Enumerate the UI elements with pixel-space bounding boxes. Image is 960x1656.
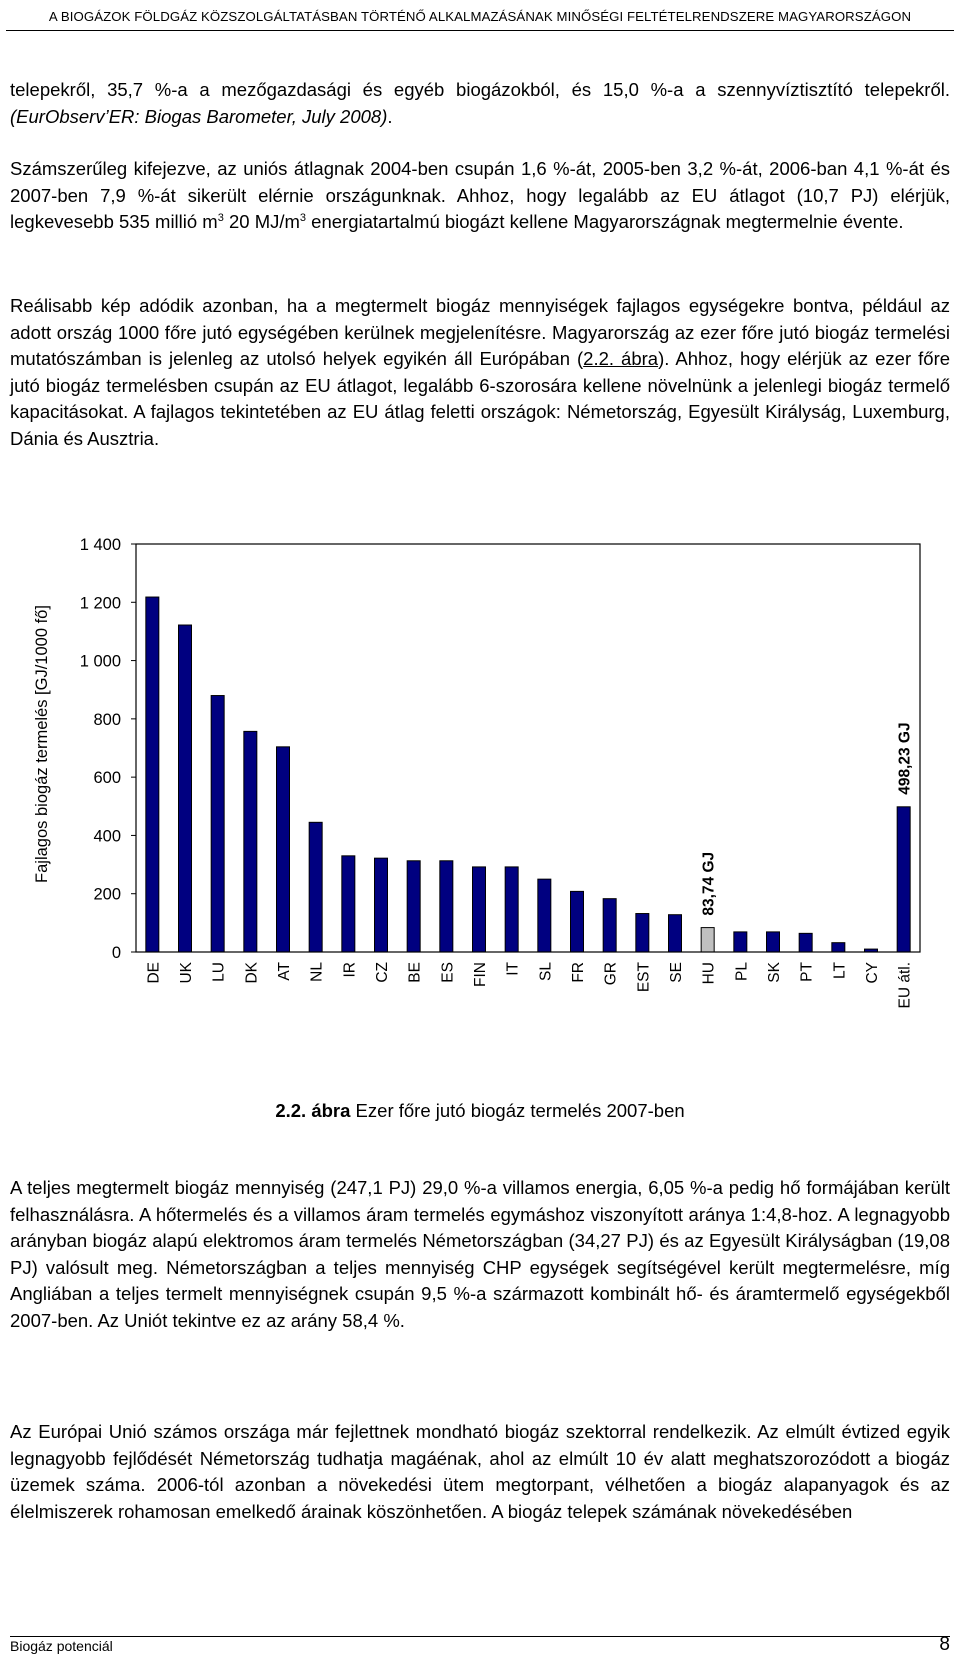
bar-se bbox=[669, 915, 682, 952]
bar-nl bbox=[309, 822, 322, 952]
x-tick-label: SK bbox=[766, 962, 783, 983]
paragraph-4 bbox=[10, 1175, 950, 1334]
footer-rule bbox=[10, 1636, 950, 1637]
bar-dk bbox=[244, 731, 257, 952]
x-tick-label: EU átl. bbox=[896, 962, 914, 1009]
y-tick-label: 0 bbox=[111, 944, 121, 962]
bar-de bbox=[146, 597, 159, 952]
running-title: A BIOGÁZOK FÖLDGÁZ KÖZSZOLGÁLTATÁSBAN TÖRTÉNŐ ALKALMAZÁSÁNAK MINŐSÉGI FELTÉTELRENDSZERE MAGYARORSZÁGON bbox=[48, 9, 912, 24]
bar-es bbox=[440, 861, 453, 952]
x-tick-label: SL bbox=[537, 962, 555, 981]
footer-title: Biogáz potenciál bbox=[10, 1638, 113, 1654]
p1-text: telepekről, 35,7 %-a a mezőgazdasági és egyéb biogázokból, és 15,0 %-a a szennyvíztisztító telepekről. bbox=[10, 79, 950, 100]
p2-sup-a: 3 bbox=[217, 211, 224, 224]
bar-lt bbox=[832, 943, 845, 952]
p2-text-b: 20 MJ/m bbox=[223, 211, 300, 232]
y-tick-label: 200 bbox=[93, 885, 121, 904]
x-tick-label: CZ bbox=[374, 962, 391, 983]
paragraph-2 bbox=[10, 156, 950, 236]
p5-text: Az Európai Unió számos országa már fejlettnek mondható biogáz szektorral rendelkezik. Az elmúlt évtized egyik legnagyobb fejlődését Németország tudhatja magáénak, ahol az elmúlt 10 év alatt meghatszorozódott a biogáz üzemek száma. 2006-tól azonban a növekedési ütem megtorpant, vélhetően a biogáz alapanyagok és az élelmiszerek rohamosan emelkedő árainak köszönhetően. A biogáz telepek számának növekedésében bbox=[10, 1421, 950, 1522]
bar-ir bbox=[342, 856, 355, 952]
p4-text: A teljes megtermelt biogáz mennyiség (247,1 PJ) 29,0 %-a villamos energia, 6,05 %-a pedig hő formájában került felhasználásra. A hőtermelés és a villamos áram termelés egymáshoz viszonyított aránya 1:4,8-hoz. A legnagyobb arányban biogáz alapú elektromos áram termelés Németországban (34,27 PJ) és az Egyesült Királyságban (19,08 PJ) valósult meg. Németországban a teljes mennyiség CHP egységek segítségével került megtermelésre, míg Angliában a teljes termelt mennyiségnek csupán 9,5 %-a származott kombinált hő- és áramtermelő egységekből 2007-ben. Az Uniót tekintve ez az arány 58,4 %. bbox=[10, 1177, 950, 1331]
bar-be bbox=[407, 861, 420, 952]
x-tick-label: CY bbox=[864, 962, 881, 984]
bar-it bbox=[505, 867, 518, 952]
x-tick-label: FIN bbox=[472, 962, 489, 987]
x-tick-label: SE bbox=[668, 962, 685, 983]
y-axis-title: Fajlagos biogáz termelés [GJ/1000 fő] bbox=[33, 605, 51, 883]
bar-est bbox=[636, 914, 649, 952]
y-tick-label: 1 200 bbox=[79, 594, 121, 613]
p2-sup-b: 3 bbox=[299, 211, 307, 224]
x-tick-label: UK bbox=[178, 962, 195, 984]
x-tick-label: NL bbox=[308, 962, 326, 982]
x-tick-label: FR bbox=[570, 962, 587, 983]
data-label: 83,74 GJ bbox=[700, 851, 718, 916]
bar-eutl bbox=[897, 807, 910, 952]
page-number: 8 bbox=[939, 1634, 950, 1655]
bar-cz bbox=[375, 858, 388, 952]
caption-text: Ezer főre jutó biogáz termelés 2007-ben bbox=[350, 1100, 685, 1121]
x-tick-label: IT bbox=[504, 962, 522, 976]
p3-text-b: ). Ahhoz, hogy elérjük az ezer főre jutó biogáz termelésben csupán az EU átlagot, legalább 6-szorosára kellene növelnünk a jelenlegi biogáz termelő kapacitásokat. A fajlagos tekintetében az EU átlag feletti országok: Németország, Egyesült Királyság, Luxemburg, Dánia és Ausztria. bbox=[10, 348, 951, 449]
paragraph-5 bbox=[10, 1419, 950, 1525]
x-tick-label: PT bbox=[798, 962, 816, 982]
x-tick-label: AT bbox=[276, 962, 293, 981]
p1-end: . bbox=[387, 105, 393, 127]
y-tick-label: 600 bbox=[93, 769, 121, 788]
data-label: 498,23 GJ bbox=[896, 722, 914, 795]
x-tick-label: HU bbox=[700, 962, 718, 985]
bar-gr bbox=[603, 899, 616, 952]
bar-lu bbox=[211, 696, 224, 952]
bar-fr bbox=[571, 891, 584, 952]
bar-sl bbox=[538, 879, 551, 952]
paragraph-3 bbox=[10, 293, 950, 452]
bar-fin bbox=[473, 867, 486, 952]
bar-uk bbox=[179, 625, 192, 952]
bar-pt bbox=[799, 933, 812, 952]
y-tick-label: 800 bbox=[93, 710, 121, 729]
p1-source: (EurObserv’ER: Biogas Barometer, July 2008) bbox=[10, 105, 388, 127]
p2-text-c: energiatartalmú biogázt kellene Magyarországnak megtermelnie évente. bbox=[306, 211, 904, 232]
x-tick-label: EST bbox=[635, 962, 653, 993]
x-tick-label: GR bbox=[602, 962, 620, 986]
running-header bbox=[6, 4, 954, 31]
bar-sk bbox=[767, 932, 780, 952]
bar-hu bbox=[701, 928, 714, 952]
x-tick-label: PL bbox=[733, 962, 751, 981]
x-tick-label: LT bbox=[831, 962, 849, 979]
x-tick-label: BE bbox=[406, 962, 424, 983]
p2-text-a: Számszerűleg kifejezve, az uniós átlagnak 2004-ben csupán 1,6 %-át, 2005-ben 3,2 %-át, 2006-ban 4,1 %-át és 2007-ben 7,9 %-át sikerült elérnie országunknak. Ahhoz, hogy legalább az EU átlagot (10,7 PJ) elérjük, legkevesebb 535 millió m bbox=[10, 158, 950, 232]
bar-pl bbox=[734, 932, 747, 952]
x-tick-label: LU bbox=[210, 962, 228, 982]
y-tick-label: 400 bbox=[93, 827, 121, 846]
bar-at bbox=[277, 747, 290, 952]
figure-caption bbox=[0, 1098, 960, 1124]
x-tick-label: IR bbox=[341, 962, 359, 978]
p3-text-a: Reálisabb kép adódik azonban, ha a megtermelt biogáz mennyiségek fajlagos egységekre bontva, például az adott ország 1000 főre jutó egységében kerülnek megjelenítésre. Magyarország az ezer főre jutó biogáz termelési mutatószámban is jelenleg az utolsó helyek egyikén áll Európában ( bbox=[10, 295, 950, 369]
paragraph-1 bbox=[10, 77, 950, 130]
x-tick-label: DE bbox=[145, 962, 163, 984]
figure-reference-link[interactable]: 2.2. ábra bbox=[583, 348, 659, 369]
y-tick-label: 1 000 bbox=[79, 652, 121, 671]
y-tick-label: 1 400 bbox=[79, 536, 121, 554]
x-tick-label: ES bbox=[439, 962, 457, 983]
bar-chart bbox=[0, 520, 960, 1100]
x-tick-label: DK bbox=[243, 962, 261, 984]
caption-label: 2.2. ábra bbox=[275, 1100, 351, 1121]
